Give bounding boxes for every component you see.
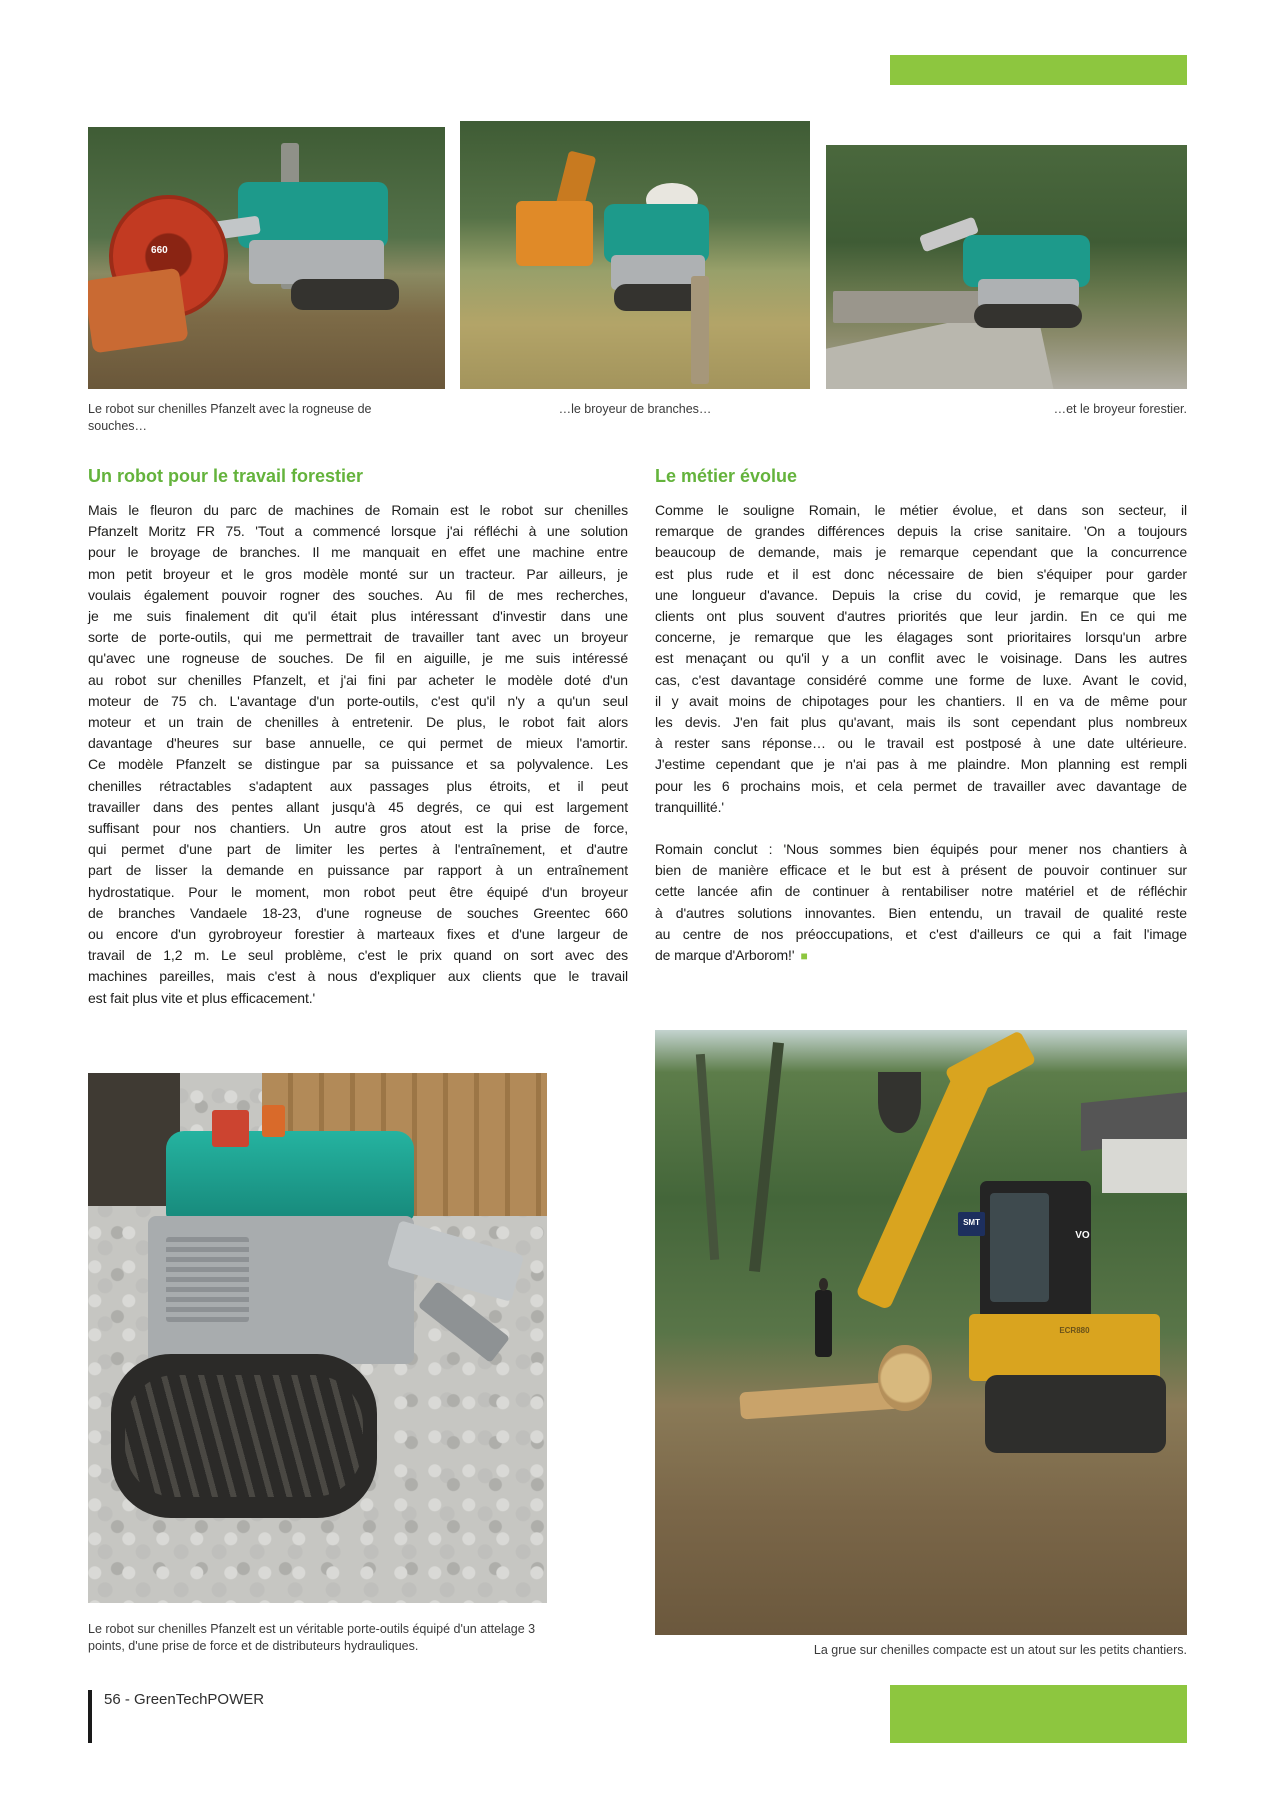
dealer-label: SMT bbox=[963, 1217, 980, 1227]
photo-branch-chipper bbox=[460, 121, 810, 389]
dealer-sticker bbox=[958, 1212, 985, 1236]
robot-chassis-shape bbox=[249, 240, 385, 285]
photo-caption-chipper: …le broyeur de branches… bbox=[558, 402, 712, 416]
robot-body-shape bbox=[238, 182, 388, 248]
engine-orange-part-shape bbox=[262, 1105, 285, 1137]
section-heading-metier: Le métier évolue bbox=[655, 466, 798, 486]
magazine-name: GreenTechPOWER bbox=[134, 1691, 265, 1708]
grinder-hood-shape bbox=[88, 267, 189, 353]
grinder-model-label: 660 bbox=[151, 245, 168, 257]
article-paragraph-conclusion: Romain conclut : 'Nous sommes bien équipés pour mener nos chantiers à bien de manière efficace et le but est à présent de pouvoir continuer sur cette lancée afin de continuer à rentabiliser notre matériel et de réfléchir à d'autres solutions innovantes. Bien entendu, un travail de qualité reste au centre de nos préoccupations, et c'est d'ailleurs ce qui a fait l'image de marque d'Arborom!' ■ bbox=[655, 841, 1187, 964]
excavator-arm-shape bbox=[944, 1030, 1036, 1102]
page-number: 56 bbox=[104, 1691, 121, 1708]
person-figure-shape bbox=[815, 1290, 832, 1357]
photo-caption-mulcher: …et le broyeur forestier. bbox=[1053, 402, 1187, 416]
photo-robot-on-gravel bbox=[88, 1073, 547, 1603]
robot-teal-canopy-shape bbox=[166, 1131, 414, 1221]
excavator-boom-shape bbox=[855, 1064, 992, 1311]
article-end-marker: ■ bbox=[800, 949, 808, 964]
photo-caption-robot-gravel: Le robot sur chenilles Pfanzelt est un véritable porte-outils équipé d'un attelage 3 points, d'une prise de force et de distributeurs hydrauliques. bbox=[88, 1622, 536, 1653]
photo-caption-stump-grinder: Le robot sur chenilles Pfanzelt avec la rogneuse de souches… bbox=[88, 402, 372, 433]
excavator-track-shape bbox=[985, 1375, 1166, 1454]
volvo-brand-label: VO bbox=[1075, 1229, 1090, 1241]
photo-caption-excavator: La grue sur chenilles compacte est un atout sur les petits chantiers. bbox=[813, 1643, 1187, 1657]
article-right-column bbox=[655, 465, 1187, 967]
bottom-accent-bar bbox=[890, 1685, 1187, 1743]
chipper-body-shape bbox=[516, 201, 593, 265]
tree-trunk-shape bbox=[749, 1042, 784, 1272]
wood-slice-shape bbox=[878, 1345, 931, 1412]
section-heading-robot: Un robot pour le travail forestier bbox=[88, 466, 364, 486]
tree-trunk-shape bbox=[696, 1054, 719, 1260]
footer-separator: - bbox=[120, 1691, 135, 1708]
article-left-column bbox=[88, 465, 628, 1009]
model-label: ECR880 bbox=[1059, 1326, 1090, 1336]
vent-grille-shape bbox=[166, 1237, 249, 1322]
page-footer bbox=[88, 1690, 264, 1743]
excavator-engine-body-shape bbox=[969, 1314, 1161, 1381]
fallen-log-shape bbox=[739, 1381, 900, 1419]
article-paragraph: Mais le fleuron du parc de machines de Romain est le robot sur chenilles Pfanzelt Moritz FR 75. 'Tout a commencé lorsque j'ai réfléchi à une solution pour le broyage de branches. Il me manquait en effet une machine entre mon petit broyeur et le gros modèle monté sur un tracteur. Par ailleurs, je voulais également pouvoir rogner des souches. Au fil de mes recherches, je me suis finalement dit qu'il était plus intéressant d'investir dans une sorte de porte-outils, qui me permettrait de travailler tant avec un broyeur qu'avec une rogneuse de souches. De fil en aiguille, je me suis intéressé au robot sur chenilles Pfanzelt, et j'ai fini par acheter le modèle doté d'un moteur de 75 ch. L'avantage d'un porte-outils, c'est qu'il n'y a qu'un seul moteur et un train de chenilles à entretenir. De plus, le robot fait alors davantage d'heures sur base annuelle, ce qui permet de mieux l'amortir. Ce modèle Pfanzelt se distingue par sa puissance et sa polyvalence. Les chenilles rétractables s'adaptent aux passages plus étroits, et il peut travailler dans des pentes allant jusqu'à 45 degrés, ce qui est largement suffisant pour nos chantiers. Un autre gros atout est la prise de force, qui permet d'une part de limiter les pertes à l'entraînement, et d'autre part de lisser la demande en puissance par rapport à un entraînement hydrostatique. Pour le moment, mon robot peut être équipé d'un broyeur de branches Vandaele 18-23, d'une rogneuse de souches Greentec 660 ou encore d'un gyrobroyeur forestier à marteaux fixes et d'une largeur de travail de 1,2 m. Le seul problème, c'est le prix quand on sort avec des machines pareilles, mais c'est à nous d'expliquer aux clients que le travail est fait plus vite et plus efficacement.' bbox=[88, 502, 628, 1006]
wooden-post-shape bbox=[691, 276, 709, 383]
robot-track-shape bbox=[974, 304, 1082, 328]
concrete-wall-shape bbox=[833, 291, 985, 323]
house-wall-shape bbox=[1102, 1139, 1187, 1193]
photo-compact-excavator bbox=[655, 1030, 1187, 1635]
cab-window-shape bbox=[990, 1193, 1049, 1302]
article-paragraph: Comme le souligne Romain, le métier évolue, et dans son secteur, il remarque de grandes différences depuis la crise sanitaire. 'On a toujours beaucoup de demande, mais je remarque cependant que la concurrence est plus rude et il est donc nécessaire de bien s'équiper pour garder une longueur d'avance. Depuis la crise du covid, je remarque que les clients ont plus souvent d'autres priorités que leur jardin. En ce qui me concerne, je remarque que les élagages sont prioritaires lorsqu'un arbre est menaçant ou qu'il y a un conflit avec le voisinage. Dans les autres cas, c'est davantage considéré comme une forme de luxe. Avant le covid, il y avait moins de chipotages pour les chantiers. Il en va de même pour les devis. J'en fait plus qu'avant, mais ils sont cependant plus nombreux à rester sans réponse… ou le travail est postposé à une date ultérieure. J'estime cependant que je n'ai pas à me plaindre. Mon planning est rempli pour les 6 prochains mois, et cela permet de travailler avec davantage de tranquillité.' bbox=[655, 502, 1187, 815]
robot-track-shape bbox=[291, 279, 398, 310]
engine-red-part-shape bbox=[212, 1110, 249, 1147]
photo-stump-grinder bbox=[88, 127, 445, 389]
track-lugs-shape bbox=[125, 1375, 364, 1497]
grapple-shape bbox=[878, 1072, 921, 1133]
top-accent-bar bbox=[890, 55, 1187, 85]
photo-forestry-mulcher bbox=[826, 145, 1187, 389]
